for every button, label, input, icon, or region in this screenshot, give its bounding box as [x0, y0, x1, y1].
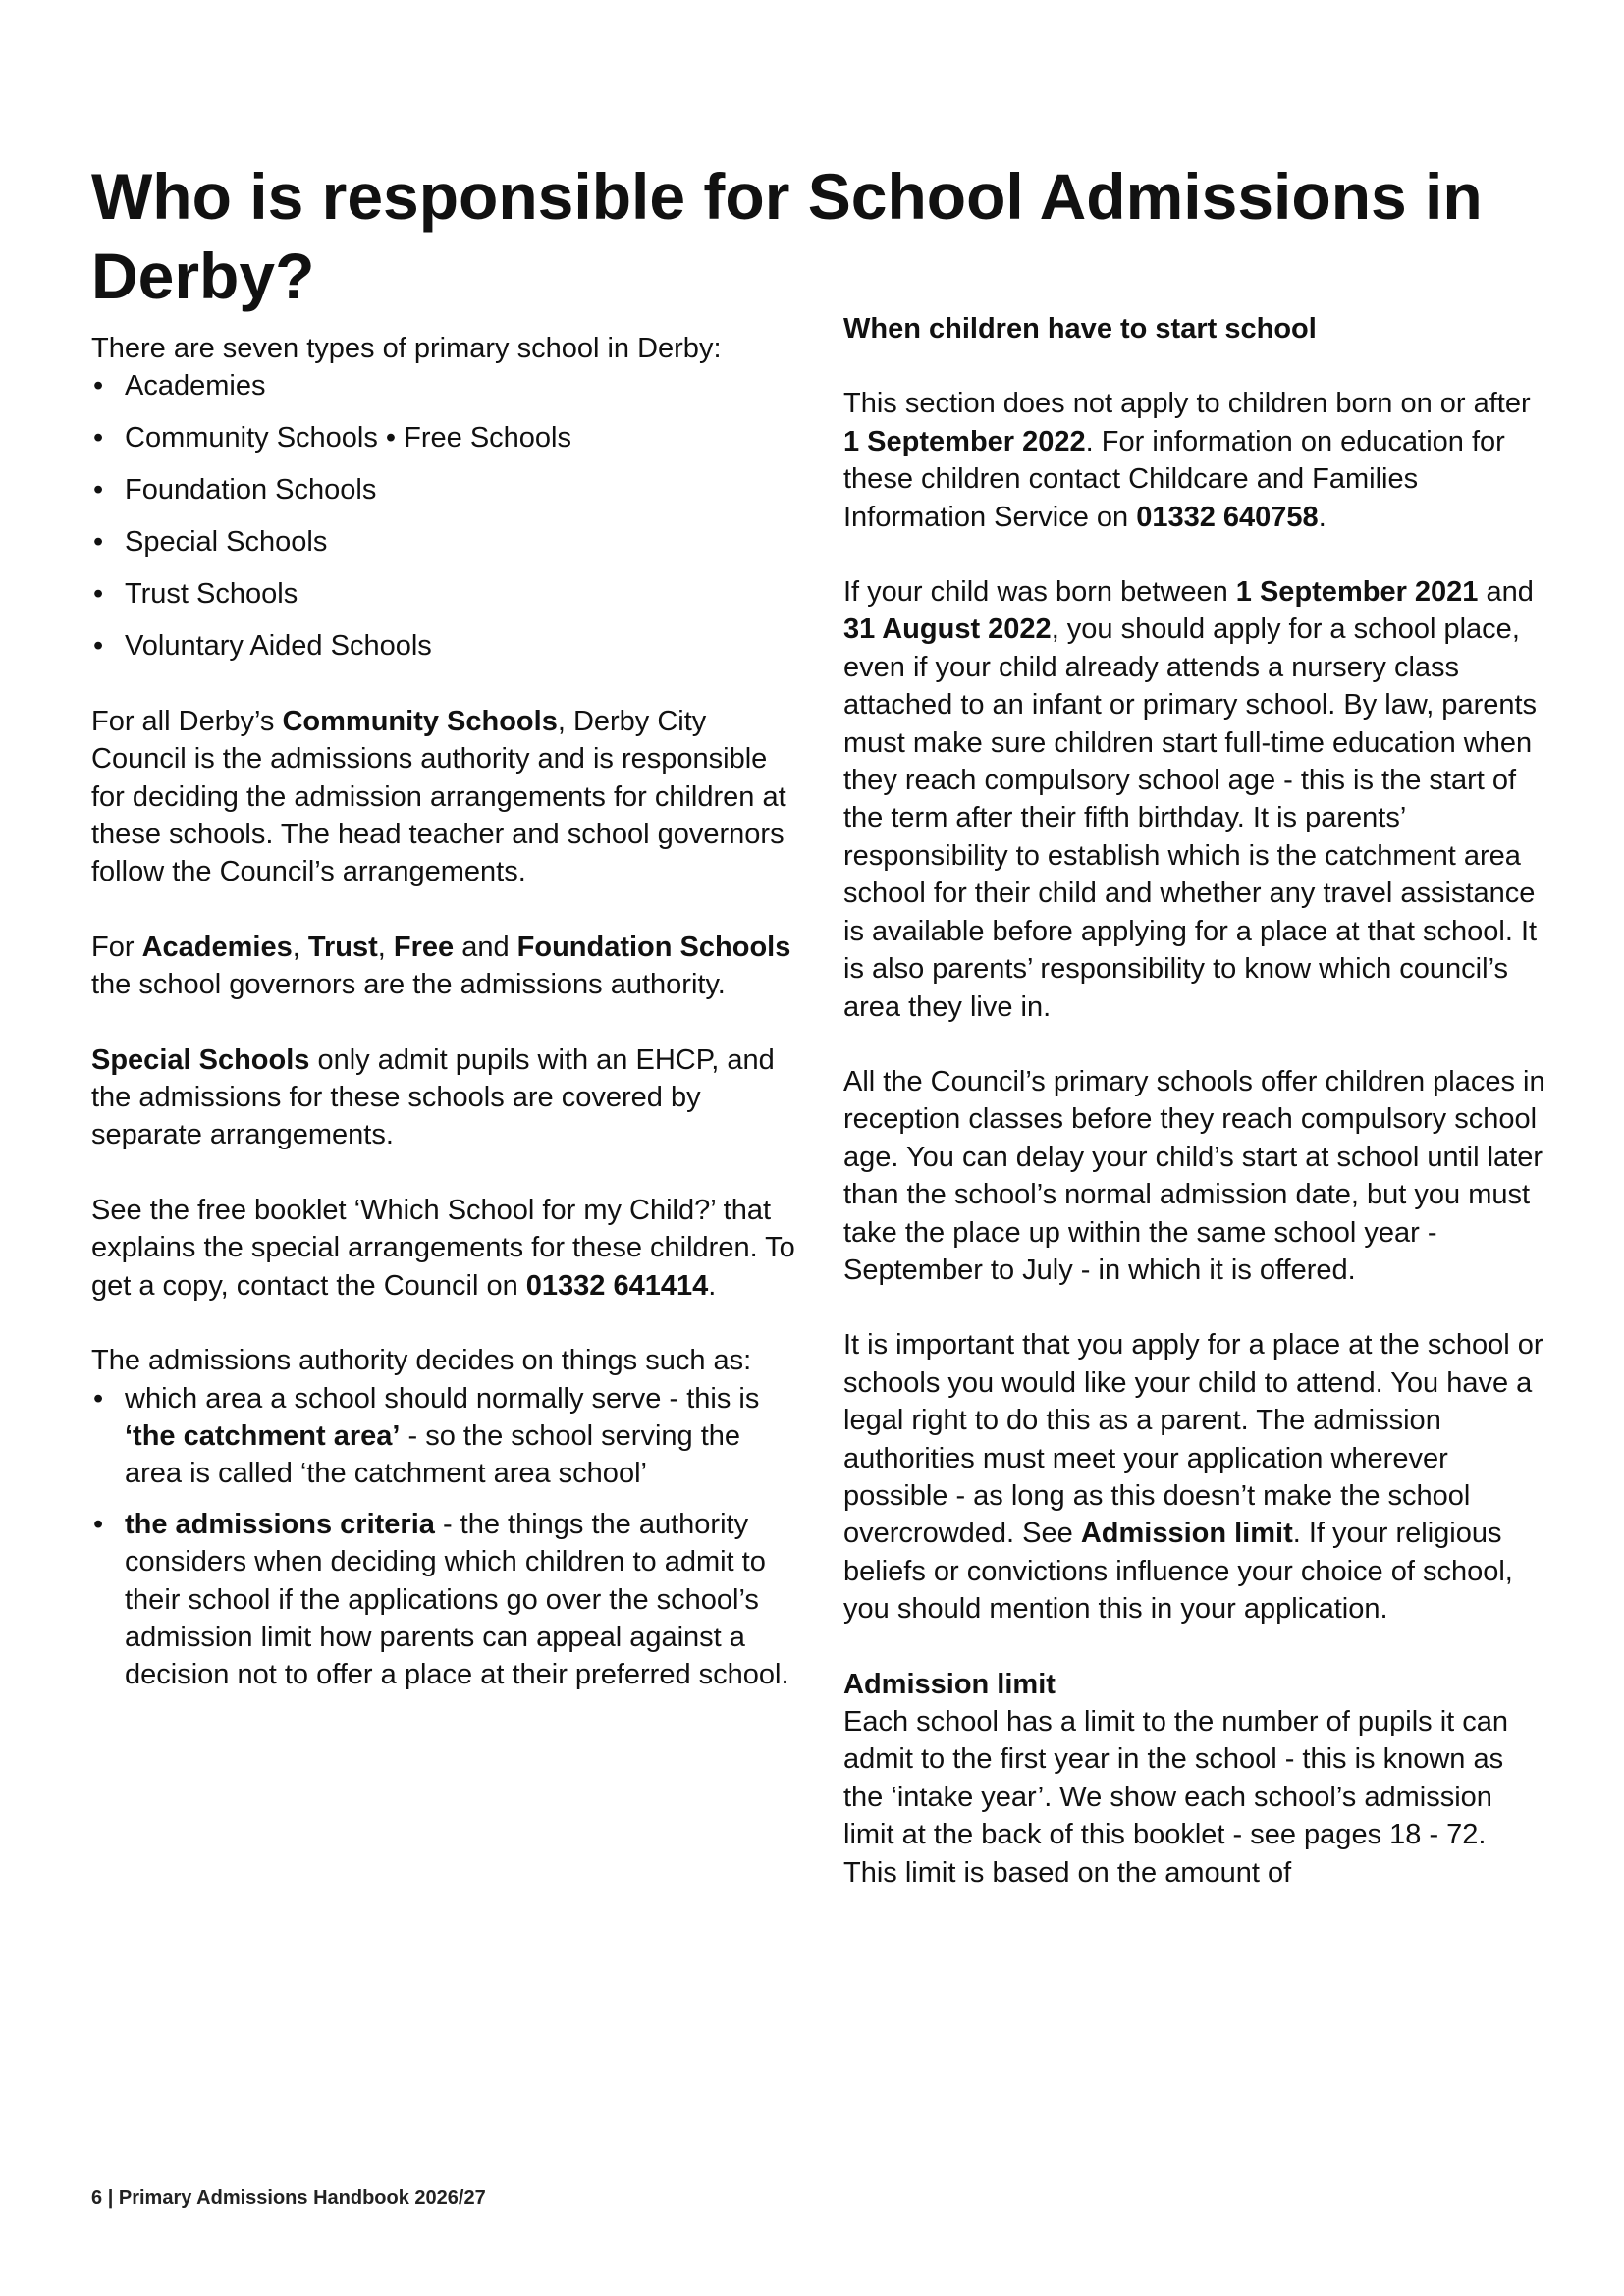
bold-text: Admission limit [1080, 1518, 1293, 1550]
section-note-paragraph [843, 385, 1545, 536]
text-run: , Derby City Council is the admissions authority and is responsible for deciding the admission arrangements for children at these schools. The head teacher and school governors follow the Council’s arrangements. [91, 705, 786, 888]
list-item: • Academies [91, 367, 803, 404]
page-footer [91, 2185, 486, 2211]
bold-text: ‘the catchment area’ [125, 1419, 401, 1452]
text-run: , you should apply for a school place, even if your child already attends a nursery class attached to an infant or primary school. By law, parents must make sure children start full-time education when they reach compulsory school age - this is the start of the term after their fifth birthday. It is parents’ responsibility to establish which is the catchment area school for their child and whether any travel assistance is available before applying for a place at that school. It is also parents’ responsibility to know which council’s area they live in. [843, 614, 1538, 1023]
bold-text: 1 September 2021 [1235, 576, 1479, 609]
text-run: It is important that you apply for a place at the school or schools you would like your child to attend. You have a legal right to do this as a parent. The admission authorities must meet your application wherever possible - as long as this doesn’t make the school overcrowded. See [843, 1329, 1543, 1550]
list-item: • Community Schools • Free Schools [91, 419, 803, 456]
phone-number: 01332 641414 [525, 1269, 709, 1302]
text-run: If your child was born between [843, 576, 1236, 609]
bold-text: the admissions criteria [125, 1508, 435, 1540]
text-run: . For information on education for these children contact Childcare and Families Information Service on [843, 425, 1505, 533]
decides-paragraph: The admissions authority decides on things such as: [91, 1345, 752, 1377]
text-run: For all Derby’s [91, 705, 283, 737]
text-run: only admit pupils with an EHCP, and the admissions for these schools are covered by separate arrangements. [91, 1043, 775, 1151]
text-run: which area a school should normally serve - this is [125, 1382, 760, 1415]
text-run: See the free booklet ‘Which School for my Child?’ that explains the special arrangements for these children. To get a copy, contact the Council on [91, 1194, 795, 1302]
left-column [91, 330, 803, 1694]
reception-paragraph: All the Council’s primary schools offer children places in reception classes before they reach compulsory school age. You can delay your child’s start at school until later than the school’s normal admission date, but you must take the place up within the same school year - September to July - in which it is offered. [843, 1065, 1545, 1286]
text-run: This section does not apply to children born on or after [843, 388, 1531, 420]
bold-text: Trust [307, 931, 378, 963]
right-column [843, 310, 1545, 1892]
admission-limit-paragraph: Each school has a limit to the number of pupils it can admit to the first year in the school - this is known as the ‘intake year’. We show each school’s admission limit at the back of this booklet - see pages 18 - 72. This limit is based on the amount of [843, 1706, 1509, 1889]
list-item: • Voluntary Aided Schools [91, 627, 803, 665]
list-item: • Foundation Schools [91, 471, 803, 508]
admission-limit-heading: Admission limit [843, 1668, 1056, 1700]
text-run: the school governors are the admissions authority. [91, 969, 726, 1001]
list-item: • Trust Schools [91, 575, 803, 613]
decides-list [91, 1380, 803, 1694]
special-schools-paragraph [91, 1041, 803, 1154]
booklet-paragraph [91, 1192, 803, 1305]
birth-dates-paragraph [843, 573, 1545, 1026]
intro-text: There are seven types of primary school in Derby: [91, 333, 722, 364]
text-run: , [377, 931, 394, 963]
bold-text: Foundation Schools [516, 931, 791, 963]
school-types-list [91, 367, 803, 665]
text-run: - the things the authority considers when deciding which children to admit to their school if the applications go over the school’s admission limit how parents can appeal against a decision not to offer a place at their preferred school. [125, 1508, 789, 1691]
bold-text: Community Schools [282, 705, 558, 737]
text-run: and [454, 931, 517, 963]
apply-paragraph [843, 1326, 1545, 1628]
text-run: . [1318, 501, 1326, 533]
text-run: , [292, 931, 308, 963]
footer-title: Primary Admissions Handbook 2026/27 [118, 2187, 486, 2209]
bold-text: Academies [141, 931, 293, 963]
page-title: Who is responsible for School Admissions in Derby? [91, 160, 1483, 312]
text-run: and [1478, 576, 1534, 609]
text-run: For [91, 931, 142, 963]
bold-text: 1 September 2022 [843, 425, 1086, 457]
list-item [91, 1506, 803, 1694]
phone-number: 01332 640758 [1136, 501, 1319, 533]
start-school-heading: When children have to start school [843, 313, 1317, 345]
page-number: 6 [91, 2187, 103, 2209]
list-item [91, 1380, 803, 1493]
academies-paragraph [91, 929, 803, 1004]
footer-separator: | [107, 2187, 114, 2209]
text-run: . [708, 1269, 717, 1302]
text-run: - so the school serving the area is called ‘the catchment area school’ [125, 1419, 741, 1490]
text-run: . If your religious beliefs or convictions influence your choice of school, you should mention this in your application. [843, 1518, 1513, 1626]
community-schools-paragraph [91, 703, 803, 891]
bold-text: Free [393, 931, 455, 963]
bold-text: 31 August 2022 [843, 614, 1052, 646]
list-item: • Special Schools [91, 523, 803, 561]
bold-text: Special Schools [91, 1043, 310, 1076]
